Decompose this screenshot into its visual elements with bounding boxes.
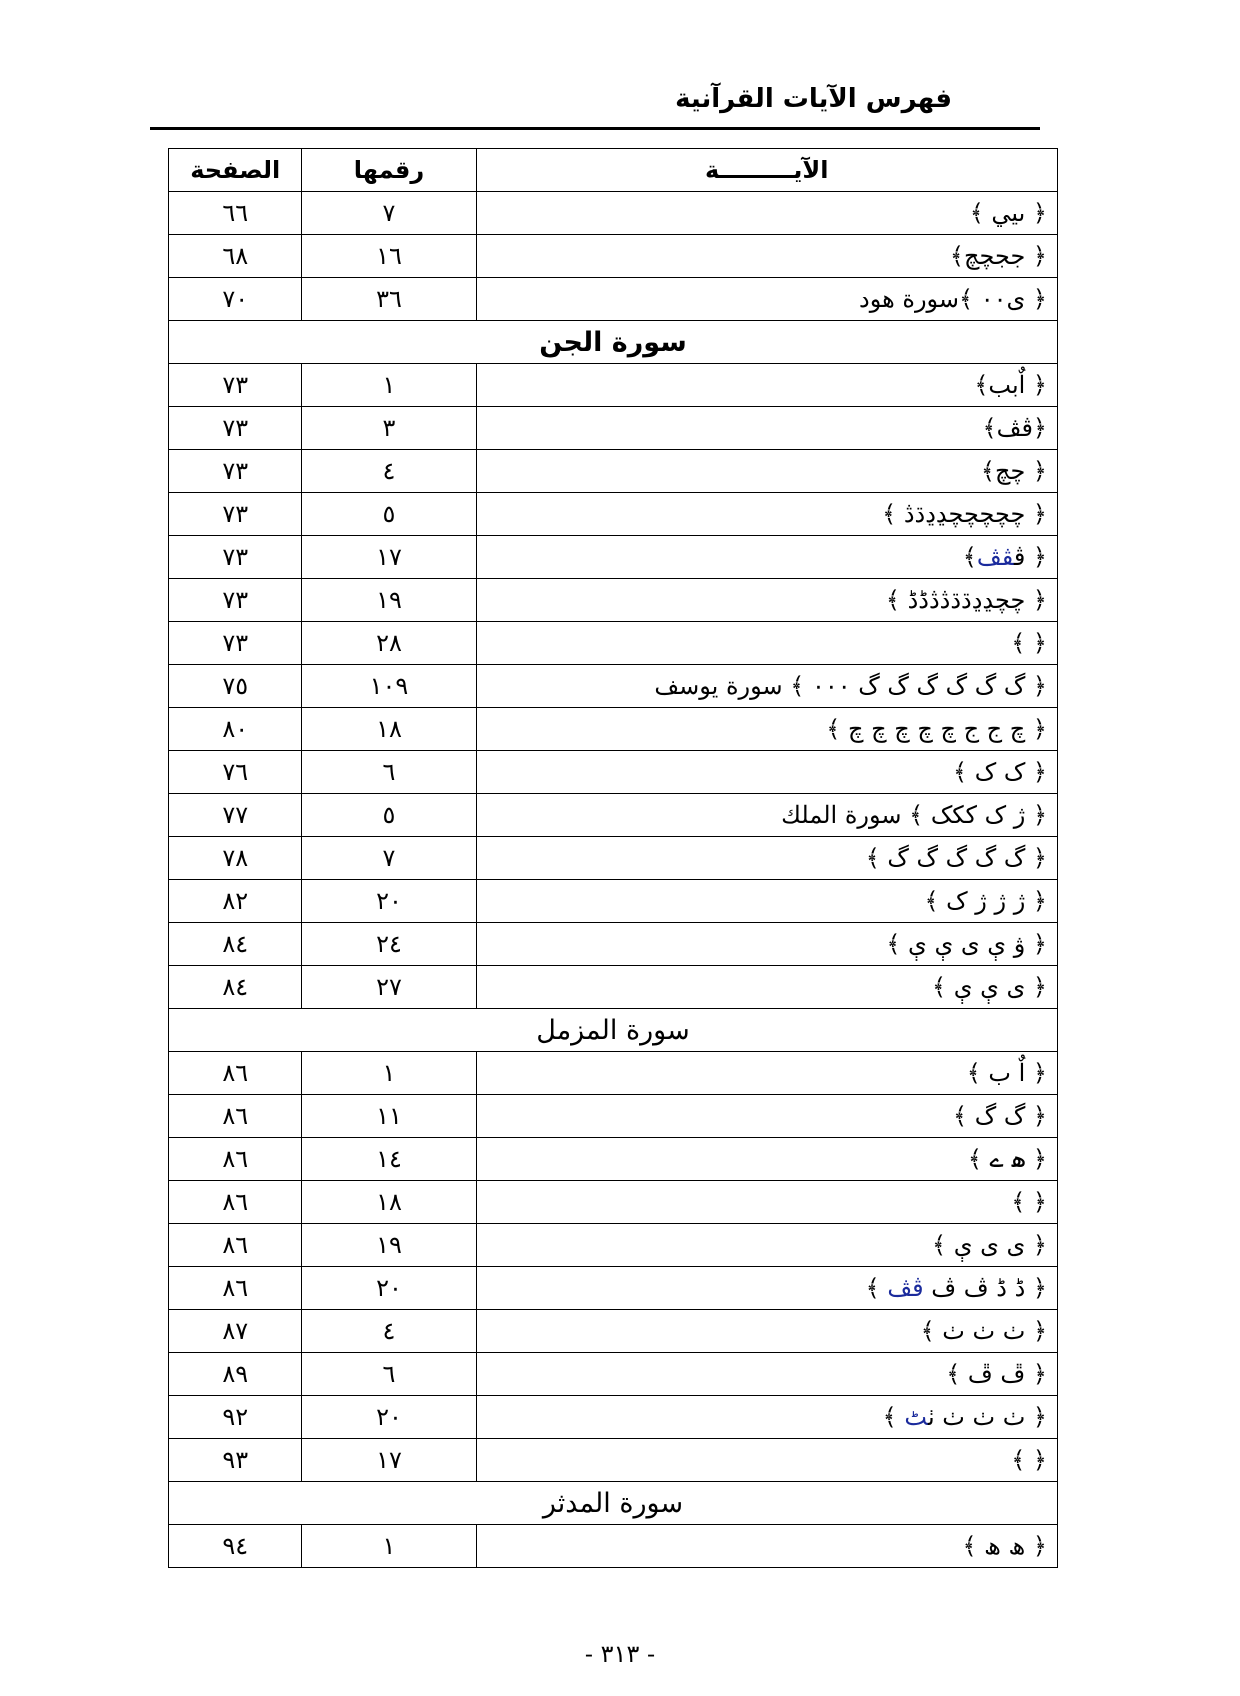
table-row [169, 407, 1058, 450]
ayah-text: ﴿ ٺ ٺ ٺ ﴾ [920, 1317, 1047, 1345]
ayah-cell [476, 192, 1057, 235]
table-row [169, 1396, 1058, 1439]
page-cell: ٧٣ [169, 579, 302, 622]
ayah-cell [476, 1525, 1057, 1568]
page-number: - ٣١٣ - [584, 1640, 656, 1668]
ayah-number-cell: ٢٧ [302, 966, 476, 1009]
ayah-cell [476, 235, 1057, 278]
table-row [169, 493, 1058, 536]
ayah-cell [476, 407, 1057, 450]
table-row [169, 1052, 1058, 1095]
table-row [169, 837, 1058, 880]
table-row [169, 579, 1058, 622]
page-cell: ٧٣ [169, 450, 302, 493]
page-cell: ٧٣ [169, 622, 302, 665]
column-header-ayah: الآيـــــــــة [476, 149, 1057, 192]
page-cell: ٨٤ [169, 923, 302, 966]
ayah-end-text: ﴾ [962, 543, 977, 571]
ayah-cell [476, 923, 1057, 966]
ayah-text: ﴿ ى ې ې ﴾ [932, 973, 1047, 1001]
header-divider [150, 127, 1040, 130]
table-row [169, 622, 1058, 665]
table-row [169, 708, 1058, 751]
column-header-number: رقمها [302, 149, 476, 192]
ayah-number-cell: ١٩ [302, 1224, 476, 1267]
ayah-cell [476, 708, 1057, 751]
ayah-cell [476, 493, 1057, 536]
ayah-number-cell: ٢٠ [302, 1396, 476, 1439]
ayah-cell [476, 579, 1057, 622]
ayah-text: ﴿ ٺ ٺ ٺ ٺ [927, 1403, 1047, 1431]
ayah-text: ﴿ گ گ گ گ گ گ ٠٠٠ ﴾ سورة يوسف [654, 672, 1047, 700]
table-row [169, 665, 1058, 708]
ayah-text: ﴿ ىيي ﴾ [969, 199, 1047, 227]
ayah-number-cell: ١٩ [302, 579, 476, 622]
ayah-number-cell: ١٧ [302, 536, 476, 579]
ayah-number-cell: ٢٤ [302, 923, 476, 966]
ayah-cell [476, 1138, 1057, 1181]
page-cell: ٦٨ [169, 235, 302, 278]
ayah-number-cell: ١٨ [302, 1181, 476, 1224]
surah-title: سورة المزمل [169, 1009, 1058, 1052]
table-row [169, 751, 1058, 794]
page-cell: ٧٣ [169, 407, 302, 450]
ayah-text: ﴿ اٌ ب ﴾ [966, 1059, 1047, 1087]
ayah-number-cell: ١ [302, 364, 476, 407]
ayah-text: ﴿ ک ک ﴾ [953, 758, 1047, 786]
page-cell: ٨٧ [169, 1310, 302, 1353]
ayah-number-cell: ١٠٩ [302, 665, 476, 708]
ayah-number-cell: ١٦ [302, 235, 476, 278]
page-cell: ٨٦ [169, 1052, 302, 1095]
ayah-text: ﴿ ﴾ [1011, 1446, 1047, 1474]
page-header-title: فهرس الآيات القرآنية [675, 84, 952, 114]
ayah-cell [476, 1267, 1057, 1310]
table-row [169, 1525, 1058, 1568]
ayah-text: ﴿ ججچچ﴾ [949, 242, 1047, 270]
ayah-number-cell: ٥ [302, 493, 476, 536]
page-cell: ٧٣ [169, 364, 302, 407]
table-row [169, 923, 1058, 966]
page-cell: ٧٥ [169, 665, 302, 708]
ayah-cell [476, 794, 1057, 837]
table-row [169, 794, 1058, 837]
table-row [169, 1439, 1058, 1482]
ayah-text: ﴿ ھ ے ﴾ [967, 1145, 1047, 1173]
ayah-text: ﴿ گ گ ﴾ [953, 1102, 1047, 1130]
ayah-highlight-text: ڤڤ [976, 543, 1014, 571]
table-row [169, 1310, 1058, 1353]
table-body [169, 192, 1058, 1568]
table-row [169, 235, 1058, 278]
ayah-cell [476, 966, 1057, 1009]
table-row [169, 364, 1058, 407]
ayah-text: ﴿ ھ ھ ﴾ [962, 1532, 1047, 1560]
ayah-text: ﴿ ﴾ [1011, 1188, 1047, 1216]
ayah-number-cell: ٣ [302, 407, 476, 450]
ayah-text: ﴿ ڈ ڈ ڤ ڤ [923, 1274, 1047, 1302]
surah-heading-row [169, 1482, 1058, 1525]
ayah-cell [476, 1310, 1057, 1353]
table-row [169, 1095, 1058, 1138]
ayah-cell [476, 1439, 1057, 1482]
table-row [169, 1224, 1058, 1267]
ayah-cell [476, 665, 1057, 708]
ayah-text: ﴿ ى ى ې ﴾ [932, 1231, 1047, 1259]
page-cell: ٩٤ [169, 1525, 302, 1568]
ayah-highlight-text: ٹ [904, 1403, 928, 1431]
table-row [169, 450, 1058, 493]
ayah-number-cell: ١ [302, 1525, 476, 1568]
ayah-cell [476, 1052, 1057, 1095]
page-cell: ٨٦ [169, 1181, 302, 1224]
ayah-number-cell: ١ [302, 1052, 476, 1095]
surah-heading-row [169, 1009, 1058, 1052]
page-cell: ٧٣ [169, 536, 302, 579]
page-cell: ٧٣ [169, 493, 302, 536]
page-cell: ٨٦ [169, 1224, 302, 1267]
column-header-page: الصفحة [169, 149, 302, 192]
ayah-cell [476, 622, 1057, 665]
ayah-cell [476, 1353, 1057, 1396]
page-cell: ٧٦ [169, 751, 302, 794]
ayah-text: ﴿ڤڤ﴾ [982, 414, 1047, 442]
page-cell: ٨٢ [169, 880, 302, 923]
ayah-cell [476, 751, 1057, 794]
ayah-text: ﴿ چچچچچڍڍڌڎ ﴾ [882, 500, 1047, 528]
surah-title: سورة المدثر [169, 1482, 1058, 1525]
ayah-end-text: ﴾ [882, 1403, 905, 1431]
ayah-number-cell: ٣٦ [302, 278, 476, 321]
table-row [169, 880, 1058, 923]
table-row [169, 1138, 1058, 1181]
ayah-cell [476, 278, 1057, 321]
page-cell: ٨٤ [169, 966, 302, 1009]
ayah-number-cell: ٦ [302, 751, 476, 794]
ayah-text: ﴿ ۋ ې ى ې ې ﴾ [886, 930, 1047, 958]
ayah-text: ﴿ ڦ ڦ ﴾ [946, 1360, 1047, 1388]
page-cell: ٨٠ [169, 708, 302, 751]
ayah-number-cell: ٢٠ [302, 880, 476, 923]
ayah-text: ﴿ چچ﴾ [980, 457, 1047, 485]
ayah-number-cell: ٤ [302, 450, 476, 493]
table-row [169, 278, 1058, 321]
table-row [169, 536, 1058, 579]
ayah-number-cell: ٢٨ [302, 622, 476, 665]
ayah-text: ﴿ ژ ک ککک ﴾ سورة الملك [781, 801, 1047, 829]
ayah-cell [476, 1095, 1057, 1138]
ayah-number-cell: ١٨ [302, 708, 476, 751]
page-cell: ٧٧ [169, 794, 302, 837]
page-cell: ٨٩ [169, 1353, 302, 1396]
page-cell: ٨٦ [169, 1267, 302, 1310]
surah-heading-row [169, 321, 1058, 364]
ayah-number-cell: ١١ [302, 1095, 476, 1138]
ayah-cell [476, 450, 1057, 493]
ayah-number-cell: ٧ [302, 837, 476, 880]
ayah-text: ﴿ ڤ [1013, 543, 1047, 571]
ayah-cell [476, 1224, 1057, 1267]
ayah-cell [476, 364, 1057, 407]
table-header-row [169, 149, 1058, 192]
ayah-cell [476, 837, 1057, 880]
table-row [169, 966, 1058, 1009]
ayah-end-text: ﴾ [865, 1274, 888, 1302]
ayah-number-cell: ٦ [302, 1353, 476, 1396]
page-cell: ٩٣ [169, 1439, 302, 1482]
ayah-number-cell: ١٧ [302, 1439, 476, 1482]
table-row [169, 192, 1058, 235]
table-row [169, 1353, 1058, 1396]
ayah-highlight-text: ڤڤ [887, 1274, 924, 1302]
ayah-text: ﴿ ژ ژ ژ ک ﴾ [924, 887, 1047, 915]
page-cell: ٨٦ [169, 1095, 302, 1138]
ayah-number-cell: ٧ [302, 192, 476, 235]
ayah-cell [476, 1181, 1057, 1224]
table-row [169, 1181, 1058, 1224]
table-row [169, 1267, 1058, 1310]
ayah-text: ﴿ ى٠٠ ﴾سورة هود [859, 285, 1047, 313]
ayah-text: ﴿ چ ج ج چ چ چ چ چ ﴾ [826, 715, 1047, 743]
surah-title: سورة الجن [169, 321, 1058, 364]
page-cell: ٩٢ [169, 1396, 302, 1439]
ayah-number-cell: ٢٠ [302, 1267, 476, 1310]
page-cell: ٨٦ [169, 1138, 302, 1181]
ayah-text: ﴿ ﴾ [1011, 629, 1047, 657]
ayah-index-table [168, 148, 1058, 1568]
page-cell: ٦٦ [169, 192, 302, 235]
ayah-text: ﴿ چچڍڍڌڌڎڎڈڈ ﴾ [885, 586, 1047, 614]
ayah-text: ﴿ اٌبب﴾ [974, 371, 1047, 399]
page-cell: ٧٨ [169, 837, 302, 880]
ayah-number-cell: ١٤ [302, 1138, 476, 1181]
ayah-cell [476, 536, 1057, 579]
page-cell: ٧٠ [169, 278, 302, 321]
ayah-cell [476, 880, 1057, 923]
ayah-text: ﴿ گ گ گ گ گ ﴾ [865, 844, 1047, 872]
ayah-number-cell: ٥ [302, 794, 476, 837]
ayah-number-cell: ٤ [302, 1310, 476, 1353]
ayah-cell [476, 1396, 1057, 1439]
